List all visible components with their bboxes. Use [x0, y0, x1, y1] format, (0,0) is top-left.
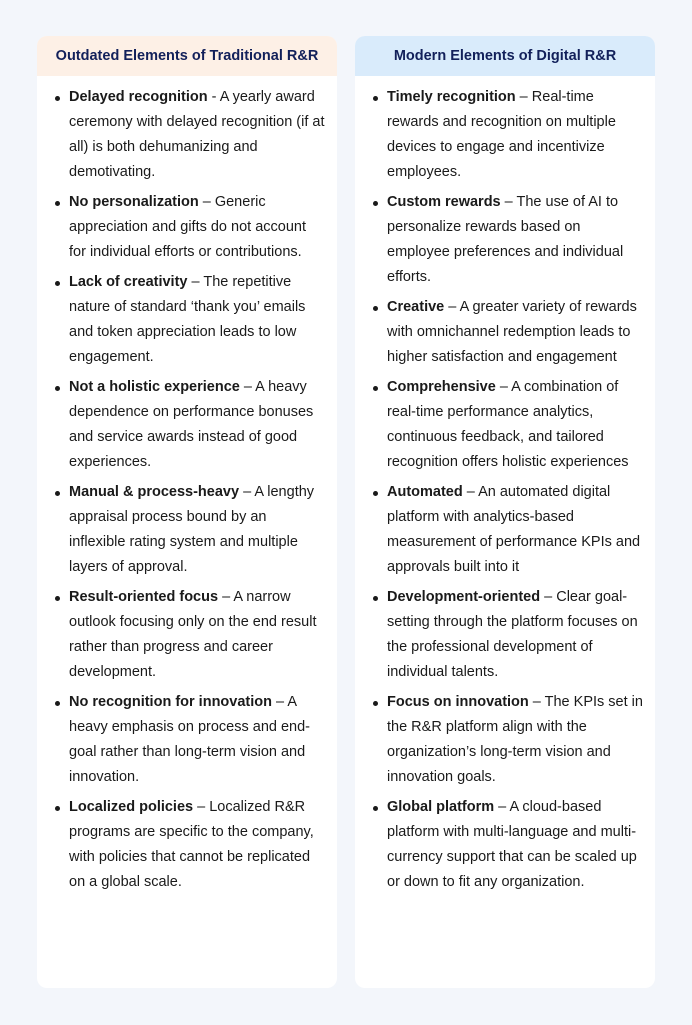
- item-separator: –: [239, 484, 255, 500]
- bullet-icon: [373, 596, 378, 601]
- item-separator: –: [500, 194, 517, 210]
- list-item: [37, 690, 337, 790]
- bullet-icon: [373, 201, 378, 206]
- item-term: No personalization: [69, 194, 199, 210]
- item-description: The use of AI to personalize rewards based on employee preferences and individual efforts.: [387, 194, 624, 285]
- bullet-icon: [373, 386, 378, 391]
- item-description: The repetitive nature of standard ‘thank you’ emails and token appreciation leads to low engagement.: [69, 274, 306, 365]
- list-item: [355, 375, 655, 475]
- item-separator: –: [494, 799, 510, 815]
- digital-rr-list: [355, 76, 655, 895]
- item-term: Manual & process-heavy: [69, 484, 240, 500]
- item-description: Localized R&R programs are specific to the company, with policies that cannot be replicated on a global scale.: [69, 799, 314, 890]
- item-term: Comprehensive: [387, 379, 496, 395]
- digital-rr-header: Modern Elements of Digital R&R: [355, 36, 655, 76]
- traditional-rr-card: [37, 36, 337, 988]
- item-separator: –: [528, 694, 545, 710]
- list-item: [355, 690, 655, 790]
- bullet-icon: [55, 96, 60, 101]
- item-description: A heavy dependence on performance bonuses and service awards instead of good experiences.: [69, 379, 314, 470]
- item-term: Focus on innovation: [387, 694, 529, 710]
- list-item: [37, 480, 337, 580]
- list-item: [37, 190, 337, 265]
- item-separator: -: [207, 89, 220, 105]
- item-separator: –: [495, 379, 512, 395]
- item-term: No recognition for innovation: [69, 694, 272, 710]
- item-separator: –: [444, 299, 460, 315]
- list-item: [37, 270, 337, 370]
- item-description: A greater variety of rewards with omnichannel redemption leads to higher satisfaction and engagement: [387, 299, 637, 365]
- item-term: Timely recognition: [387, 89, 516, 105]
- bullet-icon: [55, 701, 60, 706]
- bullet-icon: [373, 306, 378, 311]
- item-description: Clear goal-setting through the platform focuses on the professional development of individual talents.: [387, 589, 638, 680]
- item-description: An automated digital platform with analytics-based measurement of performance KPIs and approvals built into it: [387, 484, 641, 575]
- list-item: [355, 795, 655, 895]
- item-description: A narrow outlook focusing only on the end result rather than progress and career development.: [69, 589, 317, 680]
- item-description: The KPIs set in the R&R platform align with the organization’s long-term vision and innovation goals.: [387, 694, 643, 785]
- bullet-icon: [55, 491, 60, 496]
- bullet-icon: [55, 281, 60, 286]
- bullet-icon: [55, 386, 60, 391]
- list-item: [37, 585, 337, 685]
- list-item: [355, 585, 655, 685]
- item-term: Global platform: [387, 799, 495, 815]
- bullet-icon: [373, 96, 378, 101]
- item-term: Result-oriented focus: [69, 589, 219, 605]
- traditional-rr-list: [37, 76, 337, 895]
- bullet-icon: [55, 806, 60, 811]
- item-term: Lack of creativity: [69, 274, 188, 290]
- list-item: [355, 85, 655, 185]
- item-term: Creative: [387, 299, 445, 315]
- item-term: Not a holistic experience: [69, 379, 240, 395]
- item-term: Custom rewards: [387, 194, 501, 210]
- item-description: A heavy emphasis on process and end-goal rather than long-term vision and innovation.: [69, 694, 311, 785]
- item-term: Development-oriented: [387, 589, 541, 605]
- item-term: Localized policies: [69, 799, 194, 815]
- digital-rr-card: [355, 36, 655, 988]
- item-separator: –: [218, 589, 234, 605]
- item-separator: –: [193, 799, 210, 815]
- list-item: [37, 85, 337, 185]
- item-description: Real-time rewards and recognition on multiple devices to engage and incentivize employees.: [387, 89, 616, 180]
- item-description: A combination of real-time performance analytics, continuous feedback, and tailored recognition offers holistic experiences: [387, 379, 629, 470]
- bullet-icon: [373, 701, 378, 706]
- traditional-rr-header: Outdated Elements of Traditional R&R: [37, 36, 337, 76]
- item-term: Delayed recognition: [69, 89, 208, 105]
- bullet-icon: [373, 806, 378, 811]
- item-term: Automated: [387, 484, 463, 500]
- list-item: [37, 375, 337, 475]
- item-separator: –: [515, 89, 532, 105]
- bullet-icon: [373, 491, 378, 496]
- item-separator: –: [239, 379, 256, 395]
- item-description: A lengthy appraisal process bound by an inflexible rating system and multiple layers of approval.: [69, 484, 315, 575]
- item-separator: –: [462, 484, 479, 500]
- list-item: [355, 295, 655, 370]
- list-item: [355, 480, 655, 580]
- item-description: A yearly award ceremony with delayed recognition (if at all) is both dehumanizing and demotivating.: [69, 89, 325, 180]
- bullet-icon: [55, 596, 60, 601]
- item-separator: –: [540, 589, 557, 605]
- bullet-icon: [55, 201, 60, 206]
- item-description: A cloud-based platform with multi-language and multi-currency support that can be scaled up or down to fit any organization.: [387, 799, 637, 890]
- item-description: Generic appreciation and gifts do not account for individual efforts or contributions.: [69, 194, 306, 260]
- item-separator: –: [272, 694, 288, 710]
- item-separator: –: [198, 194, 215, 210]
- list-item: [355, 190, 655, 290]
- list-item: [37, 795, 337, 895]
- item-separator: –: [187, 274, 204, 290]
